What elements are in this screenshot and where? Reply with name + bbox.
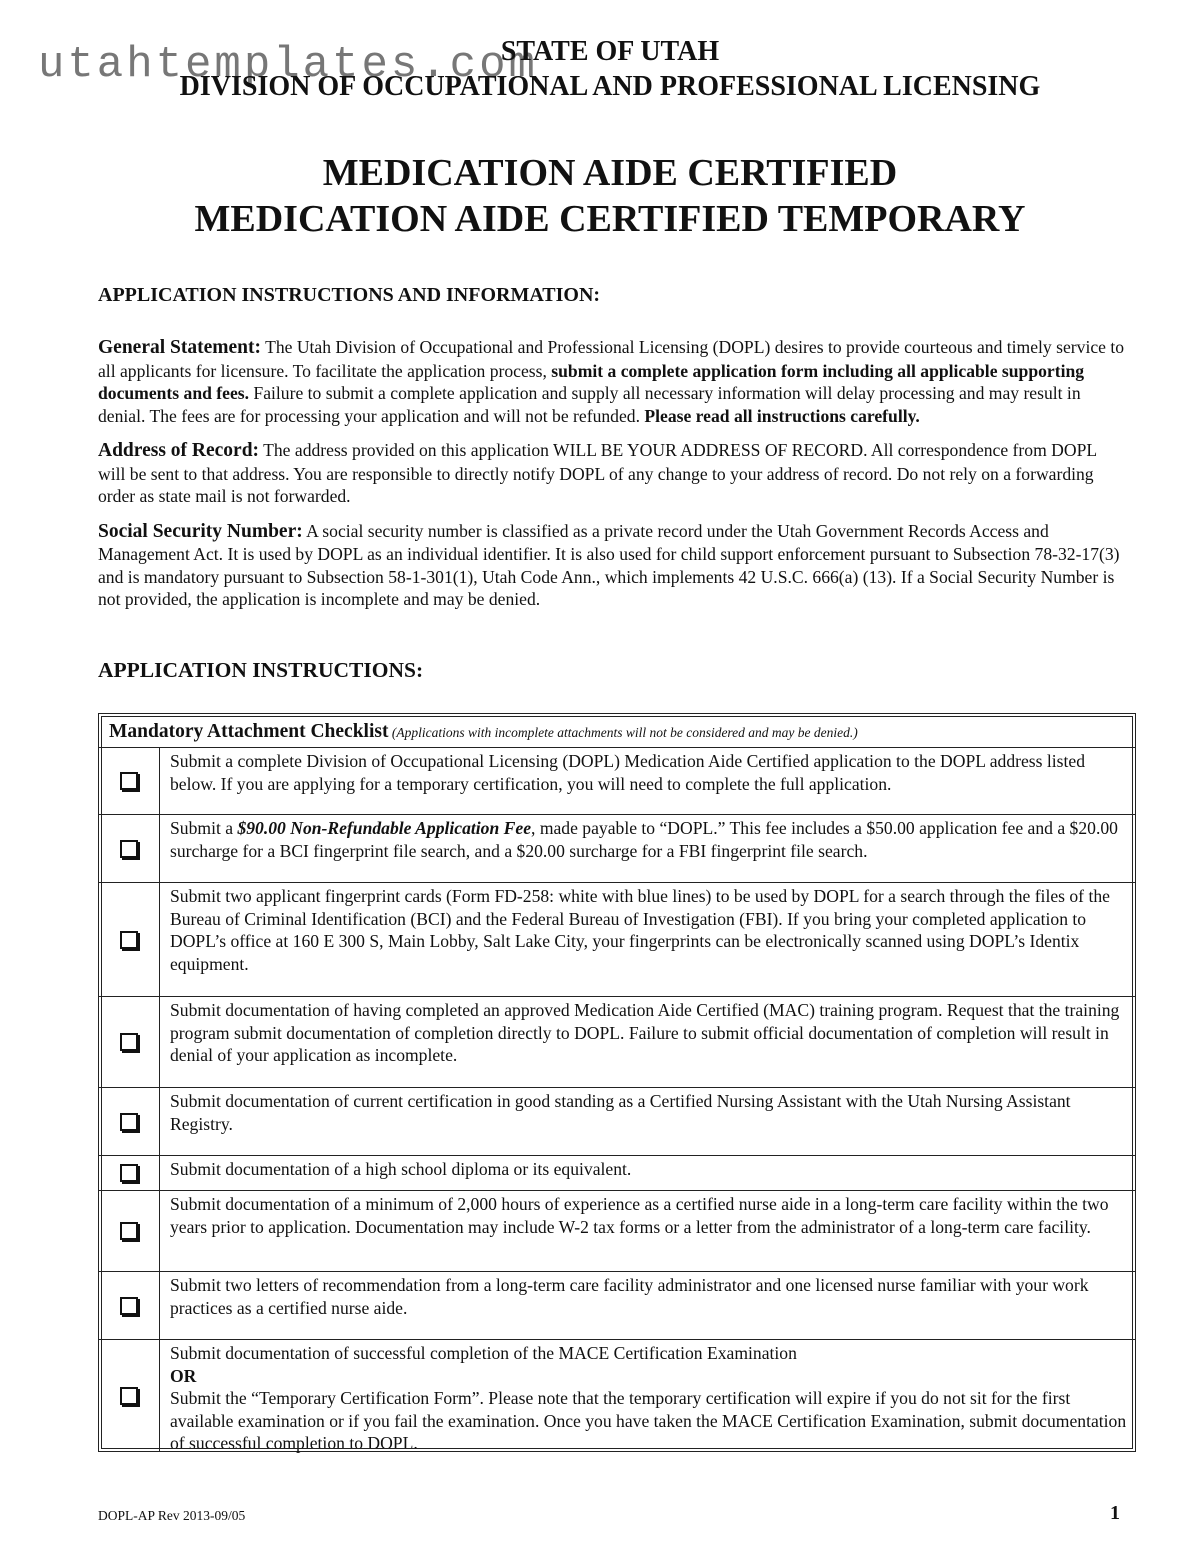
checklist-item-text: Submit two letters of recommendation from a long-term care facility administrator and one licensed nurse familiar with your work practices as a certified nurse aide. [170,1275,1089,1318]
checkbox-cell [99,748,160,814]
checklist-row-experience [99,1190,1135,1271]
form-title [0,150,1192,242]
general-statement [98,336,1128,427]
checklist-row-fee [99,814,1135,882]
exam-line-2: Submit the “Temporary Certification Form”. Please note that the temporary certification will expire if you do not sit for the first available examination or if you fail the examination. Once you have taken the MACE Certification Examination, submit documentation of successful completion to DOPL. [170,1388,1127,1453]
address-of-record [98,439,1128,508]
checkbox-cell [99,1191,160,1271]
checklist-item-text: Submit documentation of current certification in good standing as a Certified Nursing Assistant with the Utah Nursing Assistant Registry. [170,1091,1071,1134]
checklist-row-diploma [99,1155,1135,1190]
section-heading-instructions: APPLICATION INSTRUCTIONS: [98,658,424,682]
title-line-2: MEDICATION AIDE CERTIFIED TEMPORARY [194,198,1026,240]
checkbox-experience[interactable] [120,1222,138,1240]
checkbox-recommendations[interactable] [120,1297,138,1315]
checkbox-application[interactable] [120,772,138,790]
checklist-row-application [99,748,1135,814]
checkbox-cell [99,1088,160,1155]
checklist-item-text [160,1340,1135,1451]
general-statement-lead: General Statement: [98,337,261,358]
checklist-item-text: Submit documentation of a minimum of 2,000 hours of experience as a certified nurse aide in a long-term care facility within the two years prior to application. Documentation may include W-2 tax forms or a letter from the administrator of a long-term care facility. [170,1194,1109,1237]
checkbox-fee[interactable] [120,840,138,858]
checklist-rows [99,748,1135,1451]
checkbox-fingerprints[interactable] [120,931,138,949]
section-heading-info: APPLICATION INSTRUCTIONS AND INFORMATION: [98,284,601,306]
checklist-item-text: Submit a complete Division of Occupational Licensing (DOPL) Medication Aide Certified application to the DOPL address listed below. If you are applying for a temporary certification, you will need to complete the full application. [170,751,1086,794]
checkbox-cell [99,1272,160,1339]
general-text-2: Failure to submit a complete application and supply all necessary information will delay processing and may result in denial. The fees are for processing your application and will not be refunded. [98,383,1081,426]
checklist-item-text [160,815,1135,882]
address-text: The address provided on this application WILL BE YOUR ADDRESS OF RECORD. All correspondence from DOPL will be sent to that address. You are responsible to directly notify DOPL of any change to your address of record. Do not rely on a forwarding order as state mail is not forwarded. [98,440,1097,506]
agency-header [0,34,1192,104]
general-text-1: The Utah Division of Occupational and Professional Licensing (DOPL) desires to provide courteous and timely service to all applicants for licensure. To facilitate the application process, [98,337,1125,381]
checkbox-cell [99,1156,160,1190]
checklist-item-text: Submit documentation of a high school diploma or its equivalent. [170,1159,632,1179]
mandatory-attachment-checklist [98,713,1136,1452]
state-name: STATE OF UTAH [500,36,720,67]
title-line-1: MEDICATION AIDE CERTIFIED [322,152,898,194]
address-lead: Address of Record: [98,440,260,461]
checklist-row-fingerprints [99,882,1135,996]
fee-text-pre: Submit a [170,818,238,838]
checklist-item-text: Submit two applicant fingerprint cards (Form FD-258: white with blue lines) to be used by DOPL for a search through the files of the Bureau of Criminal Identification (BCI) and the Federal Bureau of Investigation (FBI). If you bring your completed application to DOPL’s office at 160 E 300 S, Main Lobby, Salt Lake City, your fingerprints can be electronically scanned using DOPL’s Identix equipment. [170,886,1110,974]
checklist-row-recommendations [99,1271,1135,1339]
checkbox-cna[interactable] [120,1113,138,1131]
checklist-item-text: Submit documentation of having completed an approved Medication Aide Certified (MAC) training program. Request that the training program submit documentation of completion directly to DOPL. Failure to submit official documentation of completion will result in denial of your application as incomplete. [170,1000,1120,1065]
page-number: 1 [1110,1502,1120,1524]
form-revision-id: DOPL-AP Rev 2013-09/05 [98,1508,246,1523]
checklist-row-training [99,996,1135,1087]
ssn-text: A social security number is classified as a private record under the Utah Government Records Access and Management Act. It is used by DOPL as an individual identifier. It is also used for child support enforcement pursuant to Subsection 78-32-17(3) and is mandatory pursuant to Subsection 58-1-301(1), Utah Code Ann., which implements 42 U.S.C. 666(a) (13). If a Social Security Number is not provided, the application is incomplete and may be denied. [98,520,1120,609]
general-bold-2: Please read all instructions carefully. [644,405,920,426]
fee-amount: $90.00 Non-Refundable Application Fee [237,818,532,838]
checkbox-cell [99,883,160,996]
checkbox-examination[interactable] [120,1387,138,1405]
checklist-title: Mandatory Attachment Checklist [109,721,389,742]
general-bold-1: submit a complete application form including all applicable supporting documents and fees. [98,360,1085,403]
checklist-row-cna [99,1087,1135,1155]
checklist-note: (Applications with incomplete attachments will not be considered and may be denied.) [388,725,858,740]
checkbox-training[interactable] [120,1033,138,1051]
fee-text-post: , made payable to “DOPL.” This fee includes a $50.00 application fee and a $20.00 surcharge for a BCI fingerprint file search, and a $20.00 surcharge for a FBI fingerprint file search. [170,818,1118,861]
exam-or: OR [170,1365,197,1386]
ssn-lead: Social Security Number: [98,520,303,542]
checklist-header [99,714,1135,748]
checkbox-cell [99,997,160,1087]
checklist-row-examination [99,1339,1135,1451]
checkbox-cell [99,1340,160,1451]
social-security-number [98,520,1128,611]
division-name: DIVISION OF OCCUPATIONAL AND PROFESSIONAL LICENSING [179,71,1041,102]
exam-line-1: Submit documentation of successful completion of the MACE Certification Examination [170,1343,797,1363]
instructions-body [98,336,1128,623]
checkbox-cell [99,815,160,882]
watermark: utahtemplates.com [38,40,538,90]
checkbox-diploma[interactable] [120,1164,138,1182]
